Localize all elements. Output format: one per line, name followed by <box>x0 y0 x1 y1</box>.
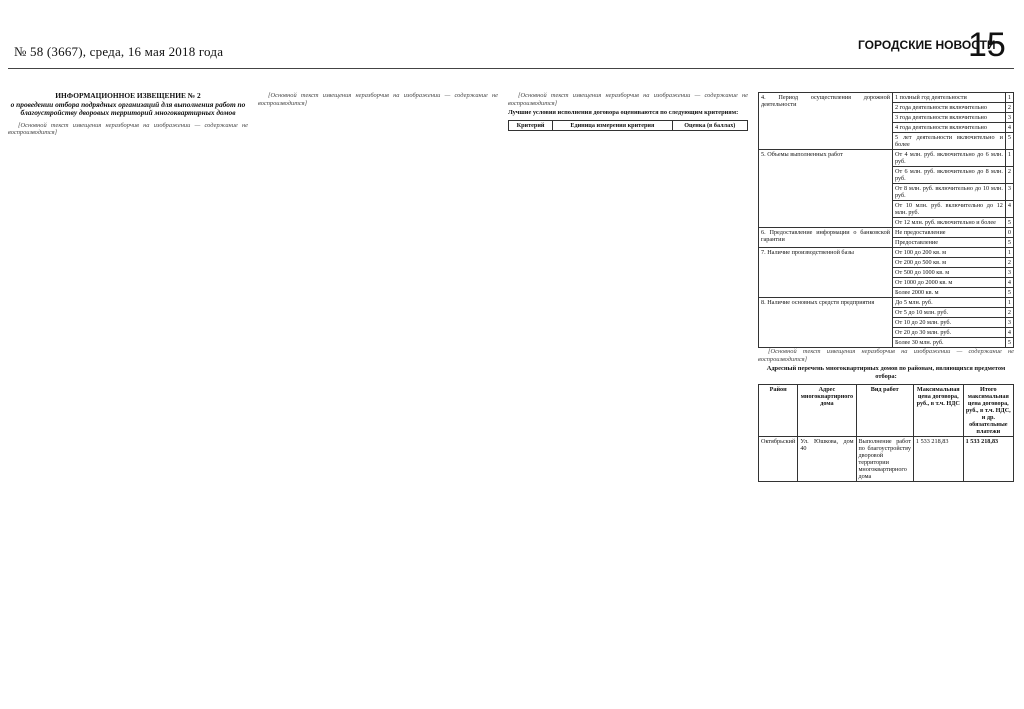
criterion-score: 3 <box>1005 184 1013 201</box>
criterion-option: Не предоставление <box>893 228 1006 238</box>
criteria-table <box>508 120 748 131</box>
criterion-option: От 8 млн. руб. включительно до 10 млн. руб. <box>893 184 1006 201</box>
article-columns <box>8 92 1014 704</box>
placeholder-paragraph: [Основной текст извещения неразборчив на изображении — содержание не воспроизводится] <box>258 92 498 107</box>
placeholder-paragraph: [Основной текст извещения неразборчив на изображении — содержание не воспроизводится] <box>8 121 248 137</box>
criterion-score: 5 <box>1005 338 1013 348</box>
criteria-header: Единица измерения критерия <box>553 121 672 131</box>
criterion-score: 5 <box>1005 133 1013 150</box>
criteria-caption: Лучшие условия исполнения договора оцениваются по следующим критериям: <box>508 109 739 117</box>
address-header: Итого максимальная цена договора, руб., в т.ч. НДС, и др. обязательные платежи <box>963 384 1013 436</box>
criterion-score: 4 <box>1005 328 1013 338</box>
criterion-option: 3 года деятельности включительно <box>893 113 1006 123</box>
notice-subtitle: о проведении отбора подрядных организаций для выполнения работ по благоустройству дворовых территорий многоквартирных домов <box>10 99 246 118</box>
criterion-score: 2 <box>1005 167 1013 184</box>
address-header: Район <box>759 384 798 436</box>
brand-name: ГОРОДСКИЕ НОВОСТИ <box>858 38 996 52</box>
notice-title-main: ИНФОРМАЦИОННОЕ ИЗВЕЩЕНИЕ № 2 <box>55 92 201 100</box>
criterion-option: От 10 млн. руб. включительно до 12 млн. руб. <box>893 201 1006 218</box>
criterion-option: От 100 до 200 кв. м <box>893 248 1006 258</box>
address-cell: Ул. Юшкова, дом 40 <box>798 436 856 481</box>
criterion-option: 4 года деятельности включительно <box>893 123 1006 133</box>
criterion-score: 5 <box>1005 288 1013 298</box>
criterion-score: 2 <box>1005 103 1013 113</box>
address-cell: 1 533 218,83 <box>963 436 1013 481</box>
criterion-option: 1 полный год деятельности <box>893 93 1006 103</box>
criterion-name: 8. Наличие основных средств предприятия <box>759 298 893 348</box>
criterion-score: 2 <box>1005 308 1013 318</box>
address-header: Адрес многоквартирного дома <box>798 384 856 436</box>
address-header: Максимальная цена договора, руб., в т.ч. НДС <box>913 384 963 436</box>
criterion-name: 6. Предоставление информации о банковской гарантии <box>759 228 893 248</box>
column-3 <box>508 92 748 700</box>
criterion-option: От 1000 до 2000 кв. м <box>893 278 1006 288</box>
newspaper-header <box>0 0 1024 92</box>
address-cell: Выполнение работ по благоустройству дворовой территории многоквартирного дома <box>856 436 913 481</box>
criterion-option: От 20 до 30 млн. руб. <box>893 328 1006 338</box>
criterion-option: Более 30 млн. руб. <box>893 338 1006 348</box>
criterion-option: От 10 до 20 млн. руб. <box>893 318 1006 328</box>
criterion-option: Более 2000 кв. м <box>893 288 1006 298</box>
criterion-score: 1 <box>1005 248 1013 258</box>
criterion-score: 2 <box>1005 258 1013 268</box>
criterion-score: 3 <box>1005 268 1013 278</box>
criterion-name: 4. Период осуществления дорожной деятельности <box>759 93 893 150</box>
criterion-score: 3 <box>1005 113 1013 123</box>
address-table <box>758 384 1014 482</box>
criterion-option: Предоставление <box>893 238 1006 248</box>
column-4 <box>758 92 1014 700</box>
criterion-score: 4 <box>1005 123 1013 133</box>
criterion-score: 3 <box>1005 318 1013 328</box>
criterion-option: От 200 до 500 кв. м <box>893 258 1006 268</box>
issue-line: № 58 (3667), среда, 16 мая 2018 года <box>14 44 224 59</box>
column-1 <box>8 92 248 700</box>
placeholder-paragraph: [Основной текст извещения неразборчив на изображении — содержание не воспроизводится] <box>758 348 1014 363</box>
criterion-score: 4 <box>1005 278 1013 288</box>
criterion-score: 1 <box>1005 298 1013 308</box>
criteria-option-row <box>759 248 1014 258</box>
criterion-score: 4 <box>1005 201 1013 218</box>
criterion-option: От 5 до 10 млн. руб. <box>893 308 1006 318</box>
placeholder-paragraph: [Основной текст извещения неразборчив на изображении — содержание не воспроизводится] <box>508 92 748 107</box>
criterion-score: 1 <box>1005 93 1013 103</box>
page-number: 15 <box>968 26 1006 64</box>
criterion-option: От 6 млн. руб. включительно до 8 млн. руб. <box>893 167 1006 184</box>
criterion-option: 5 лет деятельности включительно и более <box>893 133 1006 150</box>
criterion-score: 0 <box>1005 228 1013 238</box>
criteria-header: Оценка (в баллах) <box>672 121 747 131</box>
criterion-name: 5. Объемы выполненных работ <box>759 150 893 228</box>
criteria-option-row <box>759 298 1014 308</box>
criteria-option-row <box>759 93 1014 103</box>
criterion-option: От 12 млн. руб. включительно и более <box>893 218 1006 228</box>
address-cell: Октябрьский <box>759 436 798 481</box>
address-row <box>759 436 1014 481</box>
address-header: Вид работ <box>856 384 913 436</box>
criteria-option-row <box>759 228 1014 238</box>
criterion-option: От 4 млн. руб. включительно до 6 млн. руб. <box>893 150 1006 167</box>
header-divider <box>8 68 1014 69</box>
criterion-name: 7. Наличие производственной базы <box>759 248 893 298</box>
criterion-score: 5 <box>1005 218 1013 228</box>
criterion-option: От 500 до 1000 кв. м <box>893 268 1006 278</box>
address-list-title: Адресный перечень многоквартирных домов по районам, являющихся предметом отбора: <box>766 365 1006 381</box>
criteria-header: Критерий <box>509 121 553 131</box>
criterion-score: 1 <box>1005 150 1013 167</box>
criteria-option-row <box>759 150 1014 167</box>
address-cell: 1 533 218,83 <box>913 436 963 481</box>
notice-title <box>8 92 248 118</box>
column-2 <box>258 92 498 700</box>
criteria-table-continued <box>758 92 1014 348</box>
criterion-score: 5 <box>1005 238 1013 248</box>
criterion-option: 2 года деятельности включительно <box>893 103 1006 113</box>
criterion-option: До 5 млн. руб. <box>893 298 1006 308</box>
